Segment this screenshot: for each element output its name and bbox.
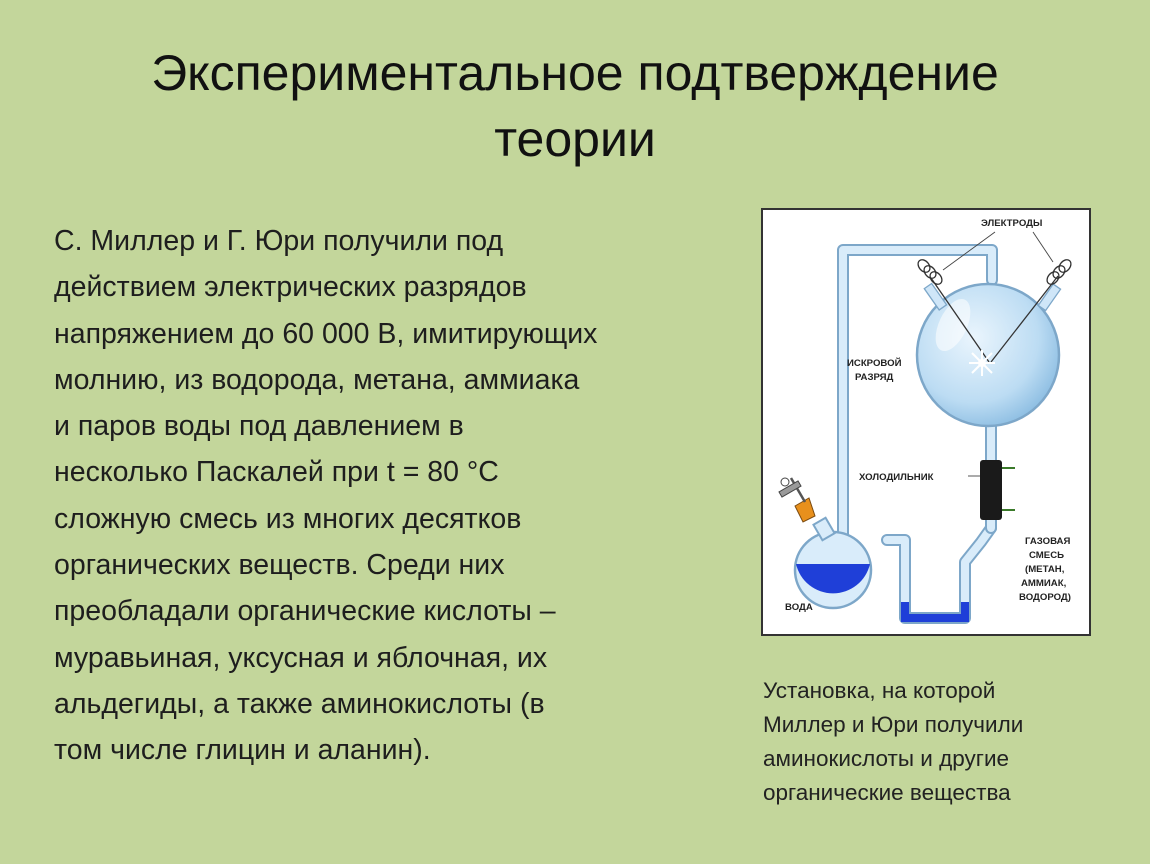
apparatus-diagram	[763, 210, 1089, 634]
miller-urey-apparatus-figure	[761, 208, 1091, 636]
body-line: органических веществ. Среди них	[54, 549, 505, 582]
title-line-1: Экспериментальное подтверждение	[151, 45, 999, 101]
caption-line: Установка, на которой	[763, 678, 996, 703]
caption-line: Миллер и Юри получили	[763, 712, 1024, 737]
label-gas-1: ГАЗОВАЯ	[1025, 536, 1071, 547]
label-condenser: ХОЛОДИЛЬНИК	[859, 472, 934, 483]
label-gas-3: (МЕТАН,	[1025, 564, 1065, 575]
body-line: действием электрических разрядов	[54, 271, 527, 304]
body-line: том числе глицин и аланин).	[54, 734, 431, 767]
body-line: сложную смесь из многих десятков	[54, 502, 522, 535]
label-water: ВОДА	[785, 602, 813, 613]
label-electrodes: ЭЛЕКТРОДЫ	[981, 218, 1043, 229]
label-gas-2: СМЕСЬ	[1029, 550, 1065, 561]
body-text	[54, 218, 744, 774]
caption-line: органические вещества	[763, 780, 1011, 805]
body-line: альдегиды, а также аминокислоты (в	[54, 687, 545, 720]
title-line-2: теории	[494, 111, 656, 167]
body-line: несколько Паскалей при t = 80 °C	[54, 456, 499, 489]
body-line: муравьиная, уксусная и яблочная, их	[54, 641, 548, 674]
stopcock-icon	[779, 478, 815, 522]
body-line: С. Миллер и Г. Юри получили под	[54, 225, 504, 257]
trap-water	[905, 602, 965, 618]
body-line: напряжением до 60 000 В, имитирующих	[54, 317, 598, 350]
slide-title	[40, 40, 1110, 172]
figure-caption	[763, 674, 1123, 810]
body-line: и паров воды под давлением в	[54, 410, 464, 443]
label-spark-2: РАЗРЯД	[855, 372, 894, 383]
label-gas-5: ВОДОРОД)	[1019, 592, 1071, 603]
label-gas-4: АММИАК,	[1021, 578, 1067, 589]
body-line: молнию, из водорода, метана, аммиака	[54, 363, 580, 396]
condenser	[980, 460, 1002, 520]
body-line: преобладали органические кислоты –	[54, 595, 556, 628]
label-spark-1: ИСКРОВОЙ	[847, 358, 902, 369]
caption-line: аминокислоты и другие	[763, 746, 1010, 771]
